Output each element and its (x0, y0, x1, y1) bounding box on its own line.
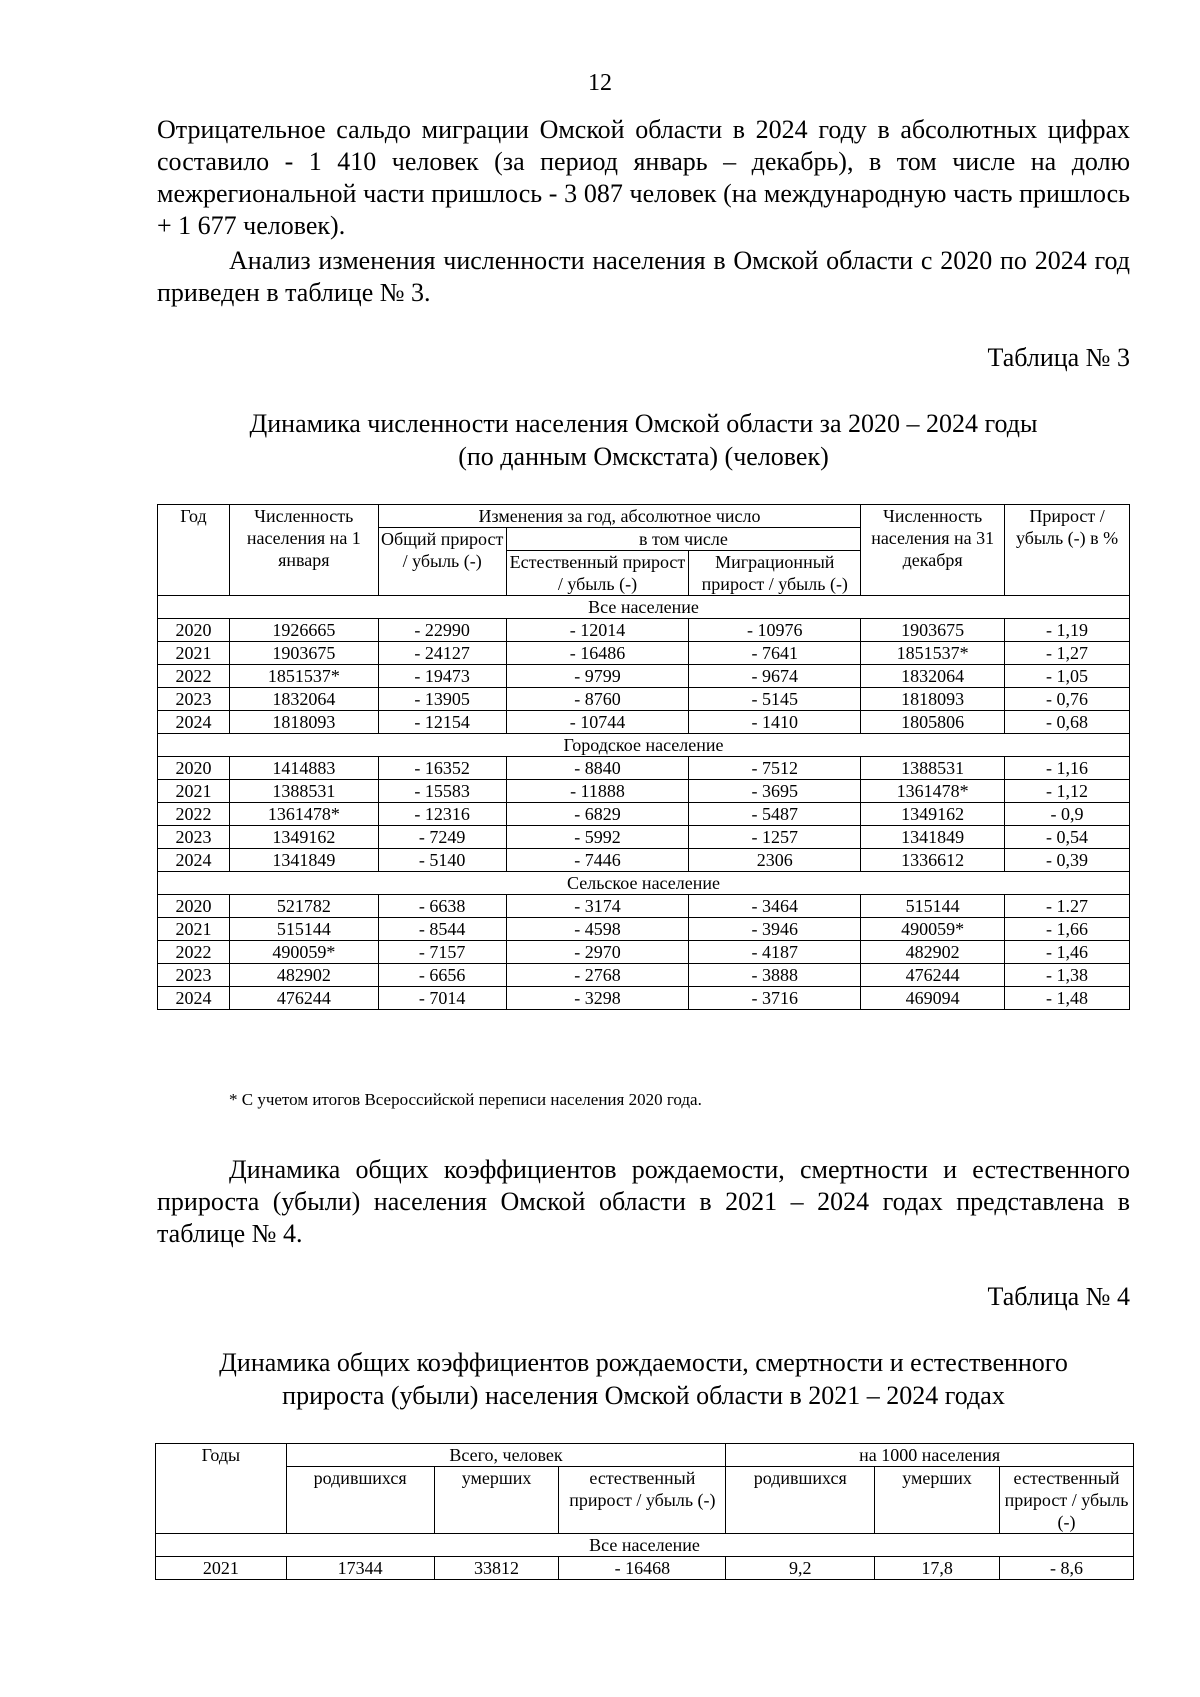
table-cell: 2021 (158, 642, 230, 665)
table-cell: 469094 (861, 987, 1005, 1010)
table-cell: - 7157 (378, 941, 506, 964)
table-row (156, 1557, 1134, 1580)
table-cell: - 1,46 (1005, 941, 1130, 964)
table-row (158, 849, 1130, 872)
header-total-people: Всего, человек (286, 1444, 726, 1467)
table-cell: - 3946 (689, 918, 861, 941)
table-cell: - 5145 (689, 688, 861, 711)
table-cell: - 5140 (378, 849, 506, 872)
table3-caption (157, 407, 1130, 473)
table-cell: - 1,16 (1005, 757, 1130, 780)
table-cell: - 7014 (378, 987, 506, 1010)
header-pop-start: Численность населения на 1 января (229, 505, 378, 596)
table-cell: 1926665 (229, 619, 378, 642)
table-cell: 1388531 (229, 780, 378, 803)
table-cell: - 9674 (689, 665, 861, 688)
table-cell: - 24127 (378, 642, 506, 665)
table-cell: - 6638 (378, 895, 506, 918)
paragraph-coefficients: Динамика общих коэффициентов рождаемости, смертности и естественного прироста (убыли) населения Омской области в 2021 – 2024 годах представлена в таблице № 4. (157, 1155, 1130, 1248)
header-born: родившихся (286, 1467, 434, 1534)
birth-death-table (155, 1443, 1134, 1580)
table-cell: - 2768 (506, 964, 689, 987)
table-cell: 2020 (158, 619, 230, 642)
table-cell: 1361478* (229, 803, 378, 826)
table-cell: 2020 (158, 757, 230, 780)
table-cell: - 5992 (506, 826, 689, 849)
table-cell: 2021 (158, 918, 230, 941)
table-cell: 2020 (158, 895, 230, 918)
table-cell: 2022 (158, 803, 230, 826)
table-cell: 1903675 (229, 642, 378, 665)
table-cell: 1832064 (229, 688, 378, 711)
table-cell: 1336612 (861, 849, 1005, 872)
table4-caption-line1: Динамика общих коэффициентов рождаемости, смертности и естественного (219, 1348, 1068, 1377)
header-natural-total: естественный прирост / убыль (-) (559, 1467, 726, 1534)
table-cell: 521782 (229, 895, 378, 918)
table-cell: 17344 (286, 1557, 434, 1580)
table-cell: - 0,76 (1005, 688, 1130, 711)
table4-label: Таблица № 4 (987, 1282, 1130, 1311)
table-cell: 2306 (689, 849, 861, 872)
table-cell: 1851537* (861, 642, 1005, 665)
table-cell: - 16486 (506, 642, 689, 665)
table-cell: 490059* (229, 941, 378, 964)
table-cell: - 1,27 (1005, 642, 1130, 665)
table-cell: 17,8 (875, 1557, 1000, 1580)
table-cell: - 1,48 (1005, 987, 1130, 1010)
table-cell: 2022 (158, 941, 230, 964)
table-cell: - 10976 (689, 619, 861, 642)
table-cell: - 15583 (378, 780, 506, 803)
table-row (158, 757, 1130, 780)
table-cell: - 3464 (689, 895, 861, 918)
header-natural: Естественный прирост / убыль (-) (506, 551, 689, 596)
table-cell: 482902 (861, 941, 1005, 964)
table-cell: 1818093 (229, 711, 378, 734)
table-row (158, 895, 1130, 918)
table-cell: - 0,9 (1005, 803, 1130, 826)
table-cell: 515144 (229, 918, 378, 941)
section-row: Городское население (158, 734, 1130, 757)
table-row (158, 826, 1130, 849)
table-cell: - 7446 (506, 849, 689, 872)
table-cell: 2021 (156, 1557, 287, 1580)
table-cell: - 4187 (689, 941, 861, 964)
table-cell: - 13905 (378, 688, 506, 711)
table-cell: 2024 (158, 849, 230, 872)
table-row (158, 711, 1130, 734)
table-row (158, 987, 1130, 1010)
table-row (158, 688, 1130, 711)
header-died: умерших (434, 1467, 559, 1534)
table-cell: 1805806 (861, 711, 1005, 734)
header-died-per-1000: умерших (875, 1467, 1000, 1534)
table4-caption (157, 1346, 1130, 1412)
table-cell: 482902 (229, 964, 378, 987)
table-cell: - 1257 (689, 826, 861, 849)
table-cell: - 1.27 (1005, 895, 1130, 918)
table-cell: 515144 (861, 895, 1005, 918)
table-cell: - 0,68 (1005, 711, 1130, 734)
table-cell: - 2970 (506, 941, 689, 964)
table-cell: - 3174 (506, 895, 689, 918)
table-cell: 1414883 (229, 757, 378, 780)
table-cell: 1361478* (861, 780, 1005, 803)
table-cell: - 16468 (559, 1557, 726, 1580)
population-table (157, 504, 1130, 1010)
table-cell: - 3298 (506, 987, 689, 1010)
header-total-change: Общий прирост / убыль (-) (378, 528, 506, 596)
table-cell: - 1,66 (1005, 918, 1130, 941)
table-cell: - 9799 (506, 665, 689, 688)
table-cell: 1832064 (861, 665, 1005, 688)
table-cell: - 6656 (378, 964, 506, 987)
header-changes: Изменения за год, абсолютное число (378, 505, 860, 528)
table-row (158, 642, 1130, 665)
section-row: Все население (156, 1534, 1134, 1557)
table-cell: - 12154 (378, 711, 506, 734)
paragraph-analysis: Анализ изменения численности населения в Омской области с 2020 по 2024 год приведен в таблице № 3. (157, 246, 1130, 307)
table-cell: - 7641 (689, 642, 861, 665)
table-cell: 476244 (861, 964, 1005, 987)
table-cell: 2024 (158, 987, 230, 1010)
table-cell: 2021 (158, 780, 230, 803)
table-cell: 2023 (158, 826, 230, 849)
table-cell: - 7512 (689, 757, 861, 780)
table-row (158, 941, 1130, 964)
header-pop-end: Численность населения на 31 декабря (861, 505, 1005, 596)
table-cell: 490059* (861, 918, 1005, 941)
header-born-per-1000: родившихся (726, 1467, 875, 1534)
table-cell: 2024 (158, 711, 230, 734)
table-cell: - 5487 (689, 803, 861, 826)
table-cell: - 1,12 (1005, 780, 1130, 803)
table-cell: - 0,54 (1005, 826, 1130, 849)
header-year: Год (158, 505, 230, 596)
table-row (158, 803, 1130, 826)
table-row (158, 918, 1130, 941)
table-cell: 1851537* (229, 665, 378, 688)
table-cell: - 8,6 (1000, 1557, 1134, 1580)
table3-caption-line1: Динамика численности населения Омской области за 2020 – 2024 годы (249, 409, 1038, 438)
table-cell: - 1,05 (1005, 665, 1130, 688)
table-cell: 1349162 (861, 803, 1005, 826)
table-cell: 9,2 (726, 1557, 875, 1580)
header-including: в том числе (506, 528, 861, 551)
table-cell: 1818093 (861, 688, 1005, 711)
table-cell: - 12014 (506, 619, 689, 642)
table-row (158, 780, 1130, 803)
table-cell: - 0,39 (1005, 849, 1130, 872)
table-cell: 1349162 (229, 826, 378, 849)
table-cell: - 1410 (689, 711, 861, 734)
table-cell: 2022 (158, 665, 230, 688)
table-row (158, 665, 1130, 688)
table-cell: - 8544 (378, 918, 506, 941)
table-cell: - 19473 (378, 665, 506, 688)
table-cell: - 12316 (378, 803, 506, 826)
table-cell: - 4598 (506, 918, 689, 941)
paragraph-migration: Отрицательное сальдо миграции Омской области в 2024 году в абсолютных цифрах составило - 1 410 человек (за период январь – декабрь), в том числе на долю межрегиональной части пришлось - 3 087 человек (на международную часть пришлось + 1 677 человек). (157, 115, 1130, 240)
table-cell: - 16352 (378, 757, 506, 780)
table-cell: - 3716 (689, 987, 861, 1010)
table3-footnote: * С учетом итогов Всероссийской переписи населения 2020 года. (229, 1090, 702, 1109)
table-cell: - 7249 (378, 826, 506, 849)
header-migration: Миграционный прирост / убыль (-) (689, 551, 861, 596)
table3-label: Таблица № 3 (987, 343, 1130, 372)
table-cell: 1903675 (861, 619, 1005, 642)
table4-caption-line2: прироста (убыли) населения Омской области в 2021 – 2024 годах (282, 1381, 1005, 1410)
header-growth-pct: Прирост / убыль (-) в % (1005, 505, 1130, 596)
table-cell: 1341849 (861, 826, 1005, 849)
table-cell: 2023 (158, 964, 230, 987)
table-row (158, 964, 1130, 987)
table-cell: - 11888 (506, 780, 689, 803)
table3-caption-line2: (по данным Омскстата) (человек) (458, 442, 829, 471)
header-years: Годы (156, 1444, 287, 1534)
page-number: 12 (588, 70, 612, 96)
table-cell: - 1,38 (1005, 964, 1130, 987)
table-cell: - 10744 (506, 711, 689, 734)
table-cell: 33812 (434, 1557, 559, 1580)
table-cell: - 6829 (506, 803, 689, 826)
header-per-1000: на 1000 населения (726, 1444, 1134, 1467)
section-row: Все население (158, 596, 1130, 619)
table-cell: 476244 (229, 987, 378, 1010)
table-cell: 1341849 (229, 849, 378, 872)
table-cell: - 8840 (506, 757, 689, 780)
table-cell: - 3888 (689, 964, 861, 987)
header-natural-per-1000: естественный прирост / убыль (-) (1000, 1467, 1134, 1534)
table-cell: 2023 (158, 688, 230, 711)
table-cell: - 22990 (378, 619, 506, 642)
table-row (158, 619, 1130, 642)
table-cell: - 1,19 (1005, 619, 1130, 642)
table-cell: - 8760 (506, 688, 689, 711)
table-cell: - 3695 (689, 780, 861, 803)
table-cell: 1388531 (861, 757, 1005, 780)
section-row: Сельское население (158, 872, 1130, 895)
